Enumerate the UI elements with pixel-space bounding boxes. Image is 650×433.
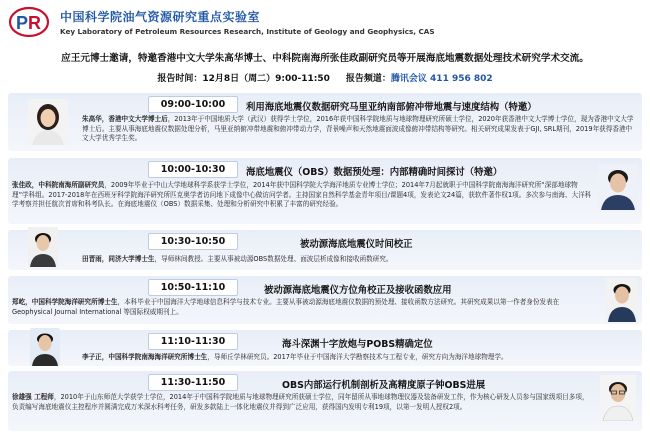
talk-time: 10:30-10:50	[148, 233, 238, 250]
speaker-name: 李子正，中国科学院南海海洋研究所博士生	[82, 353, 208, 361]
invitation-text: 应王元博士邀请，特邀香港中文大学朱高华博士、中科院南海所张佳政副研究员等开展海底地震数据处理技术研究学术交流。	[61, 53, 589, 64]
svg-text:P: P	[16, 13, 29, 33]
speaker-name: 张佳政，中科院南海所副研究员	[12, 181, 105, 189]
speaker-bio: 朱高华，香港中文大学博士后，2013年于中国地质大学（武汉）获得学士学位，2016年获中国科学院地质与地球物理研究所硕士学位，2020年获香港中文大学博士学位，现为香港中文大学博士后。主要从事海底地震仪数据处理分析，马里亚纳俯冲带地震和俯冲带动力学，背景噪声和天然地震面波成像俯冲带结构等研究。相关研究成果发表于GJI, SRL期刊，2019年获得香港中文大学优秀学生奖。	[82, 115, 634, 143]
talk-card	[8, 276, 642, 324]
talk-title: 被动源海底地震仪方位角校正及接收函数应用	[264, 285, 452, 296]
talk-time: 09:00-10:00	[148, 96, 238, 113]
org-name-en: Key Laboratory of Petroleum Resources Research, Institute of Geology and Geophysics, CAS	[60, 27, 435, 36]
lab-logo	[8, 6, 50, 38]
meeting-info	[0, 71, 650, 84]
speaker-photo	[28, 227, 58, 267]
talk-card	[8, 371, 642, 431]
time-value: 12月8日（周二）9:00-11:50	[202, 74, 330, 84]
talk-card	[8, 93, 642, 151]
platform-value: 腾讯会议 411 956 802	[390, 74, 493, 84]
talk-card	[8, 230, 642, 270]
talk-time: 11:10-11:30	[148, 333, 238, 350]
speaker-bio: 李子正，中国科学院南海海洋研究所博士生，导师丘学林研究员。2017年毕业于中国海洋大学勘察技术与工程专业，研究方向为海洋地球物理学。	[82, 353, 508, 361]
page-header	[0, 0, 650, 44]
speaker-name: 郑屹，中国科学院海洋研究所博士生	[12, 298, 118, 306]
talk-title: OBS内部运行机制剖析及高精度原子钟OBS进展	[282, 380, 486, 391]
talk-title: 海底地震仪（OBS）数据预处理：内部精确时间探讨（特邀）	[246, 167, 503, 178]
speaker-bio: 徐雄强 工程师，2010年于山东师范大学获学士学位，2014年于中国科学院地质与地球物理研究所获硕士学位，同年留所从事地球物理仪器及装备研发工作，作为核心研发人员参与国家级项目多项，负责编写海底地震仪主控程序并圆满完成万米深水科考任务，研发多款陆上一体化地震仪并得到广泛应用，获得国内发明专利19项，以第一发明人授权2项。	[12, 393, 589, 411]
speaker-name: 朱高华，香港中文大学博士后	[82, 115, 168, 123]
talk-time: 11:30-11:50	[148, 374, 238, 391]
time-label: 报告时间：	[157, 74, 203, 84]
speaker-photo	[600, 375, 636, 421]
speaker-bio: 田晋雨，同济大学博士生，导师林间教授。主要从事被动源OBS数据处理、面波层析成像和接收函数研究。	[82, 255, 393, 263]
talk-title: 海斗深渊十字放炮与POBS精确定位	[282, 339, 433, 350]
speaker-photo	[30, 328, 60, 366]
speaker-photo	[598, 164, 638, 210]
talk-card	[8, 158, 642, 224]
talk-title: 被动源海底地震仪时间校正	[300, 239, 413, 250]
speaker-name: 徐雄强 工程师	[12, 393, 54, 401]
speaker-name: 田晋雨，同济大学博士生	[82, 255, 155, 263]
talk-title: 利用海底地震仪数据研究马里亚纳南部俯冲带地震与速度结构（特邀）	[246, 102, 537, 113]
talk-time: 10:50-11:10	[148, 279, 238, 296]
talk-card	[8, 330, 642, 366]
speaker-photo	[606, 278, 638, 322]
org-name-cn: 中国科学院油气资源研究重点实验室	[60, 10, 261, 24]
speaker-bio: 郑屹，中国科学院海洋研究所博士生，本科毕业于中国海洋大学地球信息科学与技术专业。主要从事被动源海底地震仪数据的预处理、接收函数方法研究。其研究成果以第一作者身份发表在Geophysical Journal International 等国际权威期刊上。	[12, 298, 560, 316]
svg-text:R: R	[28, 13, 41, 33]
platform-label: 报告频道：	[345, 74, 391, 84]
talk-time: 10:00-10:30	[148, 161, 238, 178]
speaker-photo	[28, 99, 68, 145]
speaker-bio: 张佳政，中科院南海所副研究员，2009年毕业于中山大学地球科学系获学士学位，2014年获中国科学院大学海洋地质专业博士学位；2014年7月起就职于中国科学院南海海洋研究所“深部地球物理”学科组。2017-2018年在西班牙科学院海洋研究所匹克奥学者访问地下成像中心做访问学者。主持国家自然科学基金青年项目/课题4项，发表论文24篇，获软件著作权1项。多次参与南海、大洋科学考察并担任航次首席和科考队长。在海底地震仪（OBS）数据采集、处理和分析研究中积累了丰富的研究经验。	[12, 181, 592, 209]
